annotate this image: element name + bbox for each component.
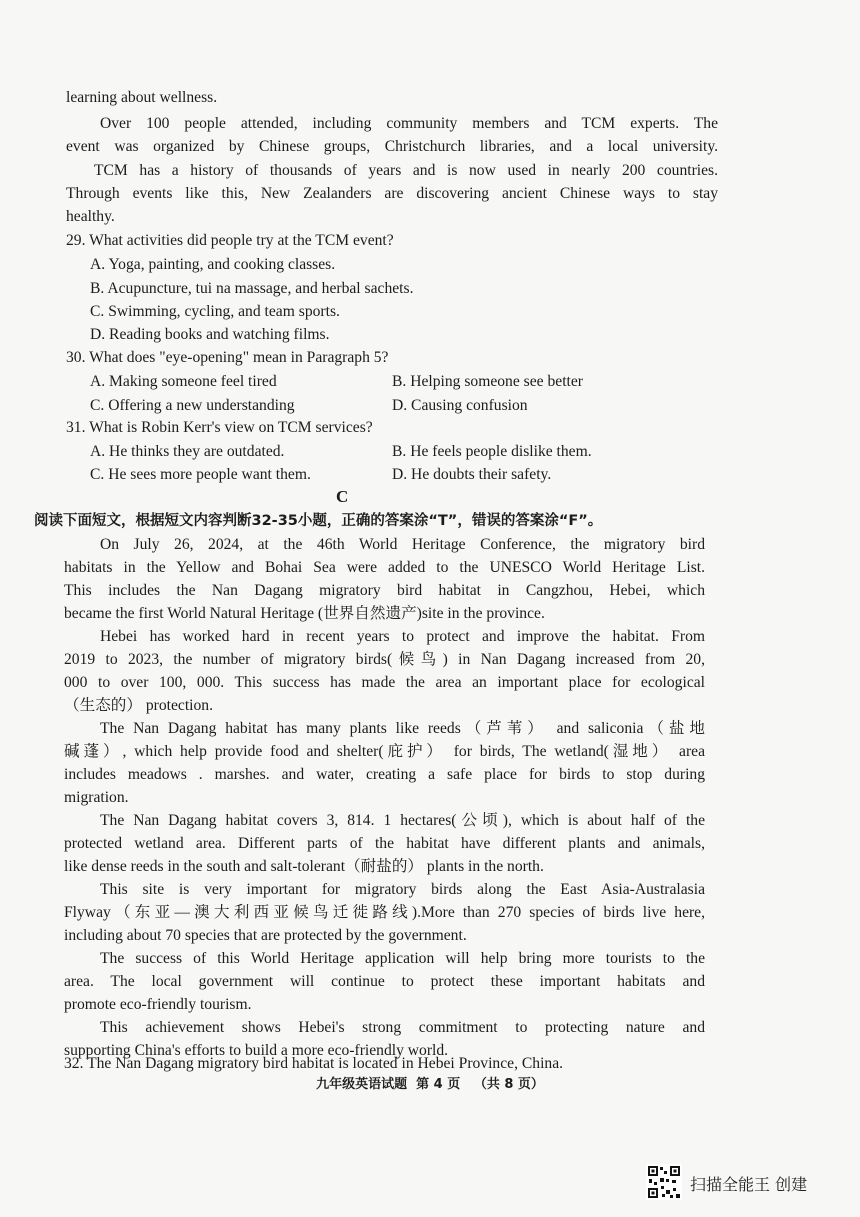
passage-line: 000 to over 100, 000. This success has made the area an important place for ecological	[64, 674, 705, 691]
option-a: A. Making someone feel tired	[90, 373, 277, 390]
option-d: D. He doubts their safety.	[392, 466, 552, 483]
passage-line: like dense reeds in the south and salt-tolerant（耐盐的） plants in the north.	[64, 858, 544, 875]
footer-subject: 九年级英语试题	[316, 1077, 408, 1092]
passage-line: Over 100 people attended, including community members and TCM experts. The	[100, 115, 718, 132]
question-stem: 30. What does "eye-opening" mean in Paragraph 5?	[66, 349, 389, 366]
footer-page: 第 4 页	[416, 1077, 461, 1092]
passage-line: TCM has a history of thousands of years and is now used in nearly 200 countries.	[94, 162, 718, 179]
option-d: D. Causing confusion	[392, 397, 528, 414]
option-c: C. Swimming, cycling, and team sports.	[90, 303, 340, 320]
passage-line: migration.	[64, 789, 129, 806]
option-c: C. Offering a new understanding	[90, 397, 295, 414]
passage-line: Flyway（东亚—澳大利西亚候鸟迁徙路线).More than 270 species of birds live here,	[64, 904, 705, 921]
passage-line: The success of this World Heritage application will help bring more tourists to the	[100, 950, 705, 967]
passage-line: The Nan Dagang habitat covers 3, 814. 1 hectares(公顷), which is about half of the	[100, 812, 705, 829]
passage-line: including about 70 species that are protected by the government.	[64, 927, 467, 944]
section-heading: C	[336, 487, 349, 506]
option-a: A. He thinks they are outdated.	[90, 443, 285, 460]
passage-line: 2019 to 2023, the number of migratory birds(候鸟) in Nan Dagang increased from 20,	[64, 651, 705, 668]
passage-line: area. The local government will continue to protect these important habitats and	[64, 973, 705, 990]
option-b: B. He feels people dislike them.	[392, 443, 592, 460]
passage-line: habitats in the Yellow and Bohai Sea were added to the UNESCO World Heritage List.	[64, 559, 705, 576]
question-32: 32. The Nan Dagang migratory bird habitat is located in Hebei Province, China.	[64, 1055, 564, 1072]
passage-line: This site is very important for migratory birds along the East Asia-Australasia	[100, 881, 705, 898]
page-footer	[0, 1073, 860, 1092]
option-d: D. Reading books and watching films.	[90, 326, 330, 343]
option-a: A. Yoga, painting, and cooking classes.	[90, 256, 336, 273]
passage-line: supporting China's efforts to build a more eco-friendly world.	[64, 1042, 449, 1059]
option-b: B. Helping someone see better	[392, 373, 583, 390]
option-c: C. He sees more people want them.	[90, 466, 311, 483]
passage-line: This achievement shows Hebei's strong commitment to protecting nature and	[100, 1019, 705, 1036]
scanner-watermark: 扫描全能王 创建	[690, 1175, 808, 1194]
passage-line: learning about wellness.	[66, 89, 218, 106]
qr-code-icon	[646, 1164, 682, 1200]
passage-line: （生态的） protection.	[64, 697, 213, 714]
passage-line: The Nan Dagang habitat has many plants like reeds（芦苇） and saliconia（盐地	[100, 720, 705, 737]
question-stem: 31. What is Robin Kerr's view on TCM services?	[66, 419, 373, 436]
section-instruction: 阅读下面短文，根据短文内容判断32-35小题，正确的答案涂“T”，错误的答案涂“F”。	[34, 513, 603, 529]
passage-line: Through events like this, New Zealanders are discovering ancient Chinese ways to stay	[66, 185, 718, 202]
footer-total: （共 8 页）	[473, 1077, 544, 1092]
passage-line: Hebei has worked hard in recent years to protect and improve the habitat. From	[100, 628, 705, 645]
passage-line: event was organized by Chinese groups, Christchurch libraries, and a local university.	[66, 138, 718, 155]
passage-line: promote eco-friendly tourism.	[64, 996, 252, 1013]
passage-line: healthy.	[66, 208, 115, 225]
question-stem: 29. What activities did people try at the TCM event?	[66, 232, 394, 249]
passage-line: On July 26, 2024, at the 46th World Heritage Conference, the migratory bird	[100, 536, 705, 553]
passage-line: protected wetland area. Different parts of the habitat have different plants and animals,	[64, 835, 705, 852]
passage-line: 碱蓬）, which help provide food and shelter(庇护） for birds, The wetland(湿地） area	[64, 743, 705, 760]
passage-line: includes meadows . marshes. and water, creating a safe place for birds to stop during	[64, 766, 705, 783]
passage-line: This includes the Nan Dagang migratory bird habitat in Cangzhou, Hebei, which	[64, 582, 705, 599]
passage-line: became the first World Natural Heritage (世界自然遗产)site in the province.	[64, 605, 545, 622]
option-b: B. Acupuncture, tui na massage, and herbal sachets.	[90, 280, 414, 297]
